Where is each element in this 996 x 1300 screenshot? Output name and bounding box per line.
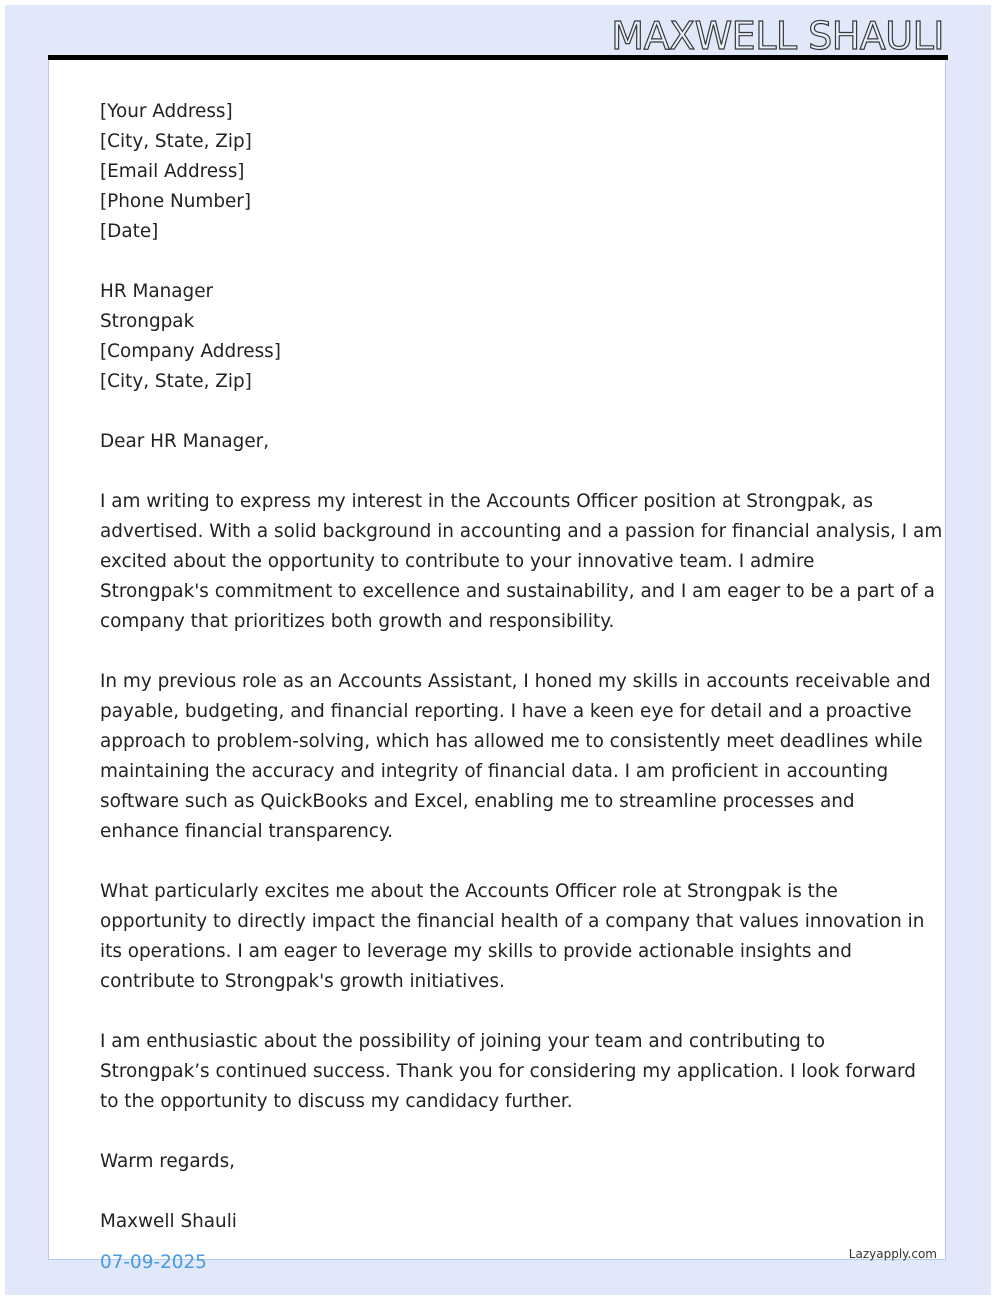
recipient-title: HR Manager xyxy=(100,281,214,302)
sender-address: [Your Address] xyxy=(100,101,233,122)
paragraph-line: to the opportunity to discuss my candidacy further. xyxy=(100,1091,573,1112)
paragraph-line: Strongpak’s continued success. Thank you for considering my application. I look forward xyxy=(100,1061,916,1082)
paragraph-line: approach to problem-solving, which has allowed me to consistently meet deadlines while xyxy=(100,731,923,752)
footer-brand: Lazyapply.com xyxy=(848,1247,937,1261)
signature: Maxwell Shauli xyxy=(100,1211,237,1232)
footer-date: 07-09-2025 xyxy=(100,1252,207,1273)
paragraph-line: excited about the opportunity to contribute to your innovative team. I admire xyxy=(100,551,815,572)
paragraph-2 xyxy=(100,667,931,847)
paragraph-line: payable, budgeting, and financial reporting. I have a keen eye for detail and a proactive xyxy=(100,701,912,722)
paragraph-line: Strongpak's commitment to excellence and sustainability, and I am eager to be a part of a xyxy=(100,581,935,602)
paragraph-4 xyxy=(100,1027,916,1117)
header-name: MAXWELL SHAULI xyxy=(611,14,944,58)
sender-city-state-zip: [City, State, Zip] xyxy=(100,131,252,152)
recipient-city-state-zip: [City, State, Zip] xyxy=(100,371,252,392)
paragraph-line: opportunity to directly impact the financial health of a company that values innovation in xyxy=(100,911,925,932)
sender-email: [Email Address] xyxy=(100,161,245,182)
recipient-company: Strongpak xyxy=(100,311,195,332)
paragraph-line: software such as QuickBooks and Excel, enabling me to streamline processes and xyxy=(100,791,855,812)
paragraph-line: maintaining the accuracy and integrity of financial data. I am proficient in accounting xyxy=(100,761,889,782)
paragraph-line: contribute to Strongpak's growth initiatives. xyxy=(100,971,505,992)
sender-date: [Date] xyxy=(100,221,159,242)
sender-block xyxy=(100,97,900,247)
paragraph-line: What particularly excites me about the Accounts Officer role at Strongpak is the xyxy=(100,881,838,902)
paragraph-line: enhance financial transparency. xyxy=(100,821,394,842)
paragraph-line: its operations. I am eager to leverage my skills to provide actionable insights and xyxy=(100,941,852,962)
paragraph-line: I am enthusiastic about the possibility of joining your team and contributing to xyxy=(100,1031,826,1052)
paragraph-line: I am writing to express my interest in the Accounts Officer position at Strongpak, as xyxy=(100,491,874,512)
recipient-address: [Company Address] xyxy=(100,341,281,362)
paragraph-line: advertised. With a solid background in accounting and a passion for financial analysis, I am xyxy=(100,521,943,542)
letter-body xyxy=(100,97,943,1237)
paragraph-line: In my previous role as an Accounts Assistant, I honed my skills in accounts receivable and xyxy=(100,671,931,692)
paragraph-line: company that prioritizes both growth and responsibility. xyxy=(100,611,615,632)
salutation: Dear HR Manager, xyxy=(100,431,270,452)
recipient-block xyxy=(100,277,900,397)
sender-phone: [Phone Number] xyxy=(100,191,252,212)
closing: Warm regards, xyxy=(100,1151,236,1172)
paragraph-3 xyxy=(100,877,925,997)
paragraph-1 xyxy=(100,487,943,637)
